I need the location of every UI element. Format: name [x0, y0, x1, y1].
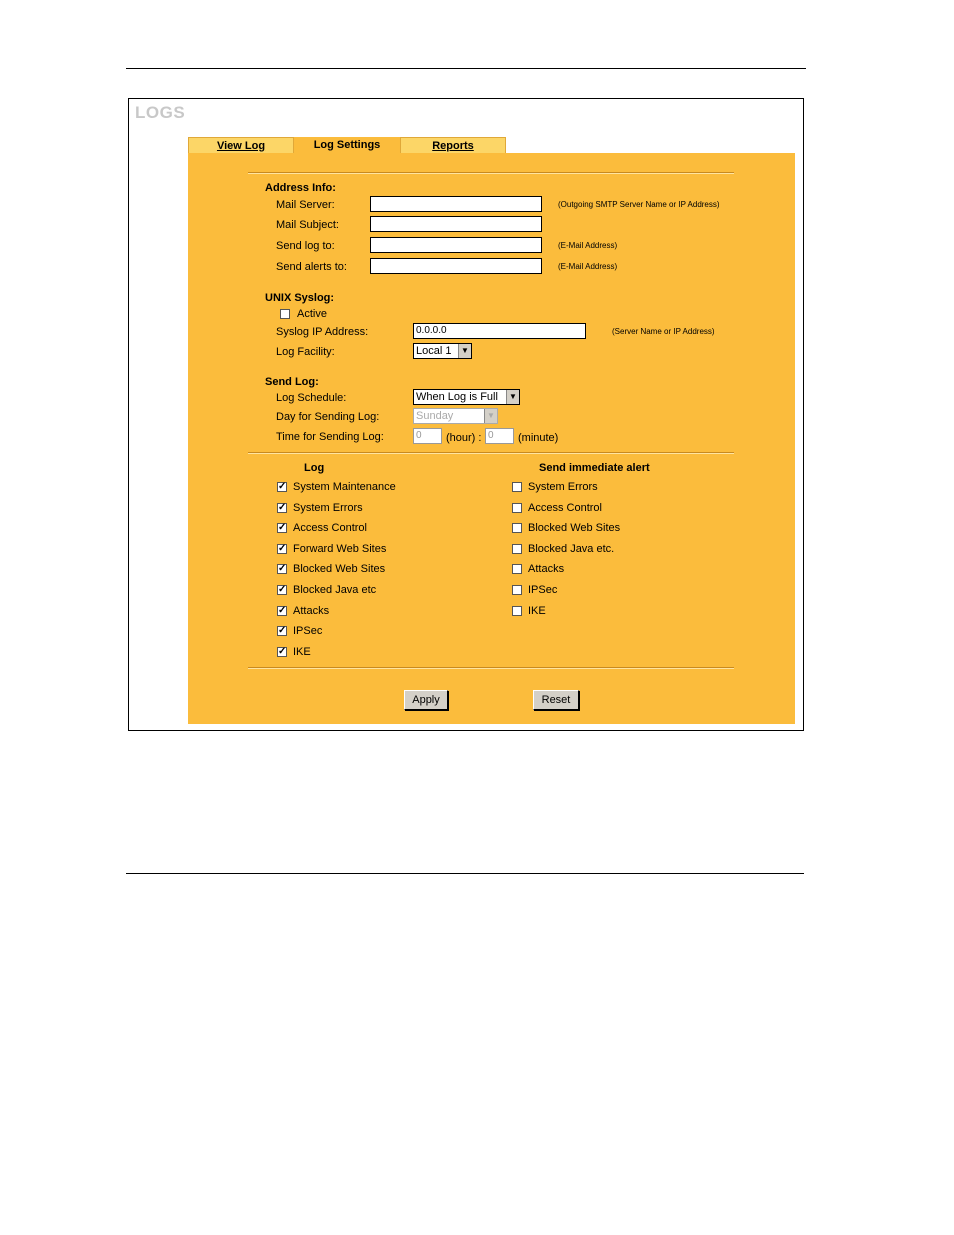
log-item-label: Forward Web Sites — [293, 542, 387, 555]
log-schedule-value: When Log is Full — [416, 391, 498, 403]
alert-item-label: System Errors — [528, 481, 598, 493]
log-facility-value: Local 1 — [416, 345, 452, 357]
minute-input[interactable]: 0 — [485, 428, 514, 444]
alert-item-checkbox[interactable] — [512, 564, 522, 574]
hour-unit-label: (hour) : — [446, 432, 482, 444]
log-item-checkbox[interactable]: ✓ — [278, 522, 287, 534]
alert-item-label: Blocked Web Sites — [528, 522, 621, 535]
log-column-heading: Log — [304, 462, 325, 474]
unix-syslog-heading: UNIX Syslog: — [265, 292, 335, 304]
apply-button[interactable]: Apply — [404, 690, 448, 710]
log-facility-label: Log Facility: — [276, 346, 335, 358]
day-sending-value: Sunday — [416, 410, 454, 422]
log-item-label: System Maintenance — [293, 481, 396, 493]
send-log-to-note: (E-Mail Address) — [558, 241, 618, 250]
mail-server-label: Mail Server: — [276, 199, 335, 211]
alert-column-heading: Send immediate alert — [539, 462, 650, 474]
day-sending-select[interactable] — [413, 408, 498, 424]
log-item-label: Access Control — [293, 522, 367, 535]
syslog-ip-label: Syslog IP Address: — [276, 326, 369, 338]
log-item-label: Blocked Web Sites — [293, 563, 386, 576]
log-item-label: IKE — [293, 645, 311, 658]
send-alerts-to-label: Send alerts to: — [276, 261, 347, 273]
log-item-checkbox[interactable]: ✓ — [278, 501, 287, 513]
mail-server-input[interactable] — [370, 196, 542, 212]
log-schedule-label: Log Schedule: — [276, 392, 347, 404]
syslog-ip-input[interactable]: 0.0.0.0 — [413, 323, 586, 339]
log-item-checkbox[interactable]: ✓ — [278, 645, 287, 657]
alert-item-checkbox[interactable] — [512, 482, 522, 492]
alert-item-label: Blocked Java etc. — [528, 542, 615, 555]
log-item-label: System Errors — [293, 501, 363, 514]
mail-server-note: (Outgoing SMTP Server Name or IP Address) — [558, 200, 720, 209]
syslog-ip-note: (Server Name or IP Address) — [612, 327, 715, 336]
log-item-checkbox[interactable]: ✓ — [278, 604, 287, 616]
alert-item-checkbox[interactable] — [512, 606, 522, 616]
minute-unit-label: (minute) — [518, 432, 559, 444]
send-alerts-to-input[interactable] — [370, 258, 542, 274]
log-item-checkbox[interactable]: ✓ — [278, 481, 287, 492]
hour-input[interactable]: 0 — [413, 428, 442, 444]
reset-button[interactable]: Reset — [533, 690, 579, 710]
address-info-heading: Address Info: — [265, 182, 336, 194]
log-facility-select[interactable] — [413, 343, 472, 359]
log-item-checkbox[interactable]: ✓ — [278, 563, 287, 575]
alert-item-label: IKE — [528, 604, 546, 617]
settings-panel — [188, 153, 795, 724]
page-title: LOGS — [135, 103, 186, 122]
alert-item-label: IPSec — [528, 584, 558, 596]
log-item-label: Blocked Java etc — [293, 584, 377, 596]
time-sending-label: Time for Sending Log: — [276, 431, 384, 443]
alert-item-checkbox[interactable] — [512, 503, 522, 513]
day-sending-label: Day for Sending Log: — [276, 411, 380, 423]
tab-view-log[interactable]: View Log — [188, 137, 294, 154]
chevron-down-icon[interactable]: ▼ — [484, 409, 497, 423]
send-log-heading: Send Log: — [265, 376, 319, 388]
tab-log-settings[interactable]: Log Settings — [294, 137, 400, 154]
tab-reports[interactable]: Reports — [400, 137, 506, 154]
bottom-rule — [126, 873, 804, 874]
top-rule — [126, 68, 806, 69]
mail-subject-label: Mail Subject: — [276, 219, 339, 231]
log-schedule-select[interactable] — [413, 389, 520, 405]
chevron-down-icon[interactable]: ▼ — [458, 344, 471, 358]
send-log-to-input[interactable] — [370, 237, 542, 253]
log-item-label: Attacks — [293, 604, 330, 617]
log-item-checkbox[interactable]: ✓ — [278, 542, 287, 554]
alert-item-label: Attacks — [528, 563, 565, 576]
logs-window — [128, 98, 804, 731]
alert-item-label: Access Control — [528, 501, 602, 514]
chevron-down-icon[interactable]: ▼ — [506, 390, 519, 404]
divider — [248, 452, 734, 454]
alert-item-checkbox[interactable] — [512, 585, 522, 595]
divider — [248, 172, 734, 174]
alert-item-checkbox[interactable] — [512, 544, 522, 554]
log-item-checkbox[interactable]: ✓ — [278, 625, 287, 637]
log-item-label: IPSec — [293, 625, 323, 638]
syslog-active-checkbox[interactable] — [280, 309, 290, 319]
send-alerts-to-note: (E-Mail Address) — [558, 262, 618, 271]
syslog-active-label: Active — [297, 308, 327, 320]
send-log-to-label: Send log to: — [276, 240, 335, 252]
log-item-checkbox[interactable]: ✓ — [278, 584, 287, 595]
mail-subject-input[interactable] — [370, 216, 542, 232]
alert-item-checkbox[interactable] — [512, 523, 522, 533]
divider — [248, 667, 734, 669]
